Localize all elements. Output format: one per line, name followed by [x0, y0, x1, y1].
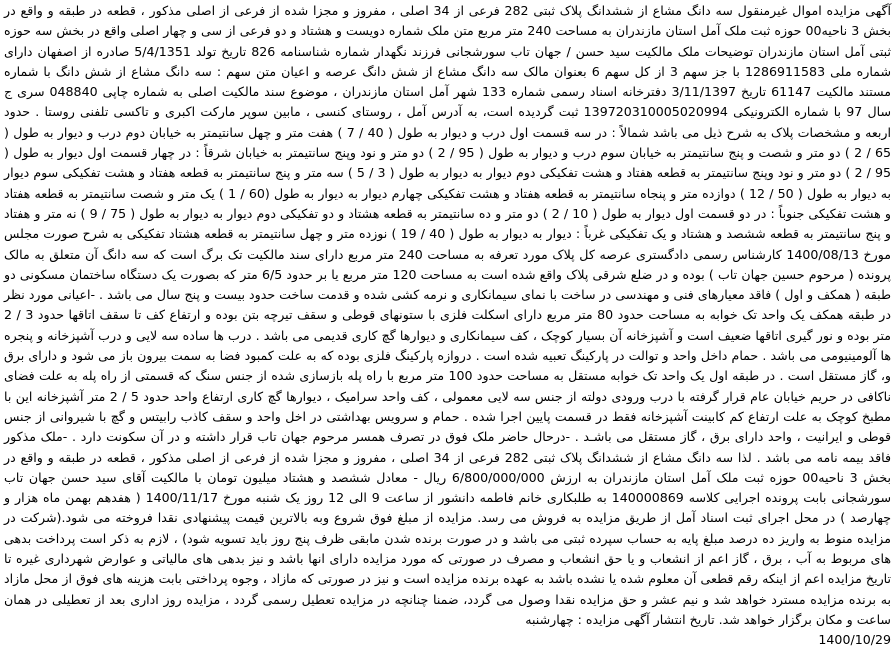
publication-date: 1400/10/29 [818, 632, 891, 648]
auction-notice-body: آگهی مزایده اموال غیرمنقول سه دانگ مشاع از ششدانگ پلاک ثبتی 282 فرعی از 34 اصلی ، مفروز و مجزا شده از فرعی از اصلی مذکور ، قطعه در طبقه و واقع در بخش 3 ناحیه00 حوزه ثبت ملک آمل استان مازندران به مساحت 240 متر مربع متن ملک شماره دویست و هشتاد و دو فرعی از سی و چهار اصلی واقع در بخش سه حوزه ثبتی آمل استان مازندران توضیحات ملک مالکیت سید حسن / جهان تاب سورشجانی فرزند نگهدار شماره شناسنامه 826 تاریخ تولد 5/4/1351 صادره از اصفهان دارای شماره ملی 1286911583 با جز سهم 3 از کل سهم 6 بعنوان مالک سه دانگ مشاع از شش دانگ عرصه و اعیان متن سهم : سه دانگ مشاع از شش دانگ با شماره مستند مالکیت 61147 تاریخ 3/11/1397 دفترخانه اسناد رسمی شماره 133 شهر آمل استان مازندران ، موضوع سند مالکیت اصلی به شماره چاپی 048840 سری ج سال 97 با شماره الکترونیکی 139720310005020994 ثبت گردیده است، به آدرس آمل ، روستای کنسی ، مابین سوپر مارکت اکبری و تاکسی تلفنی روستا . حدود اربعه و مشخصات پلاک به شرح ذیل می باشد شمالاً : در سه قسمت اول درب و دیوار به طول ( 40 / 7 ) هفت متر و چهل سانتیمتر به خیابان دوم درب و دیوار به طول ( 65 / 2 ) دو متر و شصت و پنج سانتیمتر به خیابان سوم درب و دیوار به طول ( 95 / 2 ) دو متر و نود وپنج سانتیمتر به خیابان شرقاً : در چهار قسمت اول دیوار به طول ( 95 / 2 ) دو متر و نود وپنج سانتیمتر به قطعه هفتاد و هشت تفکیکی دوم دیوار به دیوار به طول ( 3 / 5 ) سه متر و پنج سانتیمتر به قطعه هفتاد و هشت تفکیکی سوم دیوار به دیوار به طول ( 50 / 12 ) دوازده متر و پنجاه سانتیمتر به قطعه هفتاد و هشت تفکیکی چهارم دیوار به دیوار به طول (60 / 1 ) یک متر و شصت سانتیمتر به قطعه هفتاد و هشت تفکیکی جنوباً : در دو قسمت اول دیوار به طول ( 10 / 2 ) دو متر و ده سانتیمتر به قطعه هشتاد و دو تفکیکی دوم دیوار به دیوار به طول ( 75 / 9 ) نه متر و هفتاد و پنج سانتیمتر به قطعه ششصد و هشتاد و یک تفکیکی غرباً : دیوار به دیوار به طول ( 40 / 19 ) نوزده متر و چهل سانتیمتر به قطعه هشتاد تفکیکی به شرح صورت مجلس مورخ 1400/08/13 کارشناس رسمی دادگستری عرصه کل پلاک مورد تعرفه به مساحت 240 متر مربع دارای سند مالکیت تک برگ است که سه دانگ آن متعلق به مالک پرونده ( مرحوم حسین جهان تاب ) بوده و در ضلع شرقی پلاک واقع شده است به مساحت 120 متر مربع یا بر حدود 6/5 متر که بصورت یک دستگاه ساختمان مسکونی دو طبقه ( همکف و اول ) فاقد معیارهای فنی و مهندسی در ساخت با نمای سیمانکاری و نرمه کشی شده و قدمت ساخت حدود بیست و پنج سال می باشد . -اعیانی مورد نظر در طبقه همکف یک واحد تک خوابه به مساحت حدود 80 متر مربع دارای اسکلت فلزی با ستونهای قوطی و سقف تیرچه بتن بوده و ارتفاع کف تا سقف اتاقها حدود 3 / 2 متر بوده و نور گیری اتاقها ضعیف است و آشپزخانه آن بسیار کوچک ، کف سیمانکاری و دیوارها گچ کاری قدیمی می باشد . درب ها ساده سه لایی و درب آشپزخانه و پنجره ها آلومینیومی می باشد . حمام داخل واحد و توالت در پارکینگ تعبیه شده است . دروازه پارکینگ فلزی بوده که به علت کمبود فضا به سمت بیرون باز می شود و دارای برق و، گاز مستقل است . در طبقه اول یک واحد تک خوابه مستقل به مساحت حدود 100 متر مربع با راه پله بازسازی شده از جنس سنگ که قسمتی از راه پله به علت فضای ناکافی در حریم خیابان عام قرار گرفته با درب ورودی دولته از جنس سه لایی معمولی ، کف واحد سرامیک ، دیوارها گچ کاری ارتفاع واحد حدود 5 / 2 متر آشپزخانه این با مطبخ کوچک به علت ارتفاع کم کابینت آشپزخانه فقط در قسمت پایین اجرا شده . حمام و سرویس بهداشتی در اخل واحد و سقف کاذب رابیتس و گچ با شیروانی از جنس قوطی و ایرانیت ، واحد دارای برق ، گاز مستقل می باشـد . -درحال حاضر ملک فوق در تصرف همسر مرحوم جهان تاب قرار داشته و در آن سکونت دارد . -ملک مذکور فاقد بیمه نامه می باشد . لذا سه دانگ مشاع از ششدانگ پلاک ثبتی 282 فرعی از 34 اصلی ، مفروز و مجزا شده از فرعی از اصلی مذکور ، قطعه در طبقه و واقع در بخش 3 ناحیه00 حوزه ثبت ملک آمل استان مازندران به ارزش 6/800/000/000 ریال - معادل ششصد و هشتاد میلیون تومان با مالکیت آقای سید حسن جهان تاب سورشجانی بابت پرونده اجرایی کلاسه 140000869 به طلبکاری خانم فاطمه دانشور از ساعت 9 الی 12 روز یک شنبه مورخ 1400/11/17 ( هفدهم بهمن ماه هزار و چهارصد ) در محل اجرای ثبت اسناد آمل از طریق مزایده به فروش می رسد. مزایده از مبلغ فوق شروع وبه بالاترین قیمت پیشنهادی نقدا فروخته می شود.(شرکت در مزایده منوط به واریز ده درصد مبلغ پایه به حساب سپرده ثبتی می باشد و در صورت برنده شدن مابقی ظرف پنج روز باید تسویه شود) ، لازم به ذکر است پرداخت بدهی های مربوط به آب ، برق ، گاز اعم از انشعاب و یا حق انشعاب و مصرف در صورتی که مورد مزایده دارای انها باشد و نیز بدهی های مالیاتی و عوارض شهرداری غیره تا تاریخ مزایده اعم از اینکه رقم قطعی آن معلوم شده یا نشده باشد به عهده برنده مزایده است و نیز در صورتی که مازاد ، وجوه پرداختی بابت هزینه های فوق از محل مازاد به برنده مزایده مسترد خواهد شد و نیم عشر و حق مزایده نقدا وصول می گردد، ضمنا چنانچه در مزایده تعطیل رسمی گردد ، مزایده روز اداری بعد از تعطیلی در همان ساعت و مکان برگزار خواهد شد. تاریخ انتشار آگهی مزایده : چهارشنبه [4, 3, 892, 627]
